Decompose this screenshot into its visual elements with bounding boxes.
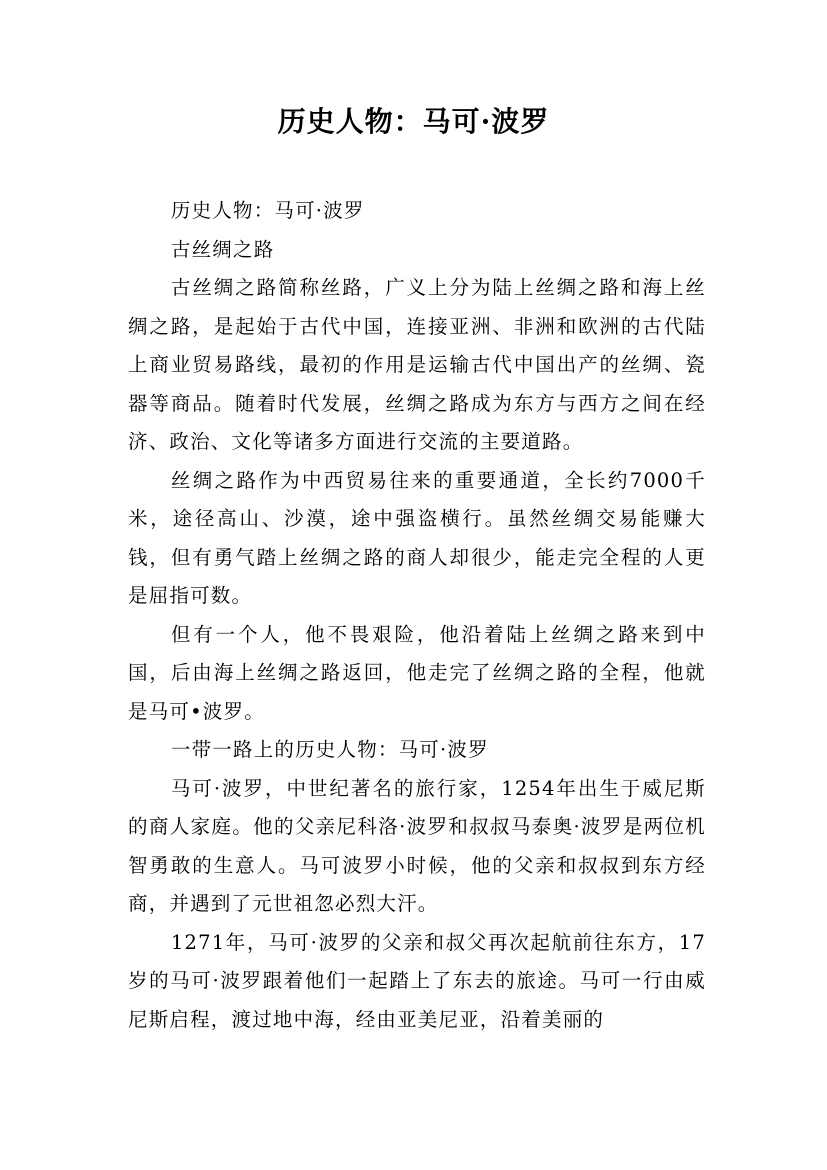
paragraph-subtitle: 历史人物：马可·波罗	[170, 199, 365, 222]
document-title: 历史人物：马可·波罗	[277, 105, 550, 138]
paragraph-one-person: 但有一个人，他不畏艰险，他沿着陆上丝绸之路来到中国，后由海上丝绸之路返回，他走完了丝绸之路的全程，他就是马可•波罗。	[128, 622, 706, 723]
document-body	[128, 192, 706, 1039]
paragraph-marco-polo-bio: 马可·波罗，中世纪著名的旅行家，1254年出生于威尼斯的商人家庭。他的父亲尼科洛·波罗和叔叔马泰奥·波罗是两位机智勇敢的生意人。马可波罗小时候，他的父亲和叔叔到东方经商，并遇到了元世祖忽必烈大汗。	[128, 776, 706, 915]
section-heading-silk-road: 古丝绸之路	[170, 237, 275, 261]
section-heading-belt-road: 一带一路上的历史人物：马可·波罗	[170, 738, 489, 761]
paragraph-1271-journey: 1271年，马可·波罗的父亲和叔父再次起航前往东方，17岁的马可·波罗跟着他们一起踏上了东去的旅途。马可一行由威尼斯启程，渡过地中海，经由亚美尼亚，沿着美丽的	[128, 930, 706, 1031]
paragraph-silk-road-length: 丝绸之路作为中西贸易往来的重要通道，全长约7000千米，途径高山、沙漠，途中强盗横行。虽然丝绸交易能赚大钱，但有勇气踏上丝绸之路的商人却很少，能走完全程的人更是屈指可数。	[128, 468, 706, 607]
paragraph-silk-road-intro: 古丝绸之路简称丝路，广义上分为陆上丝绸之路和海上丝绸之路，是起始于古代中国，连接亚洲、非洲和欧洲的古代陆上商业贸易路线，最初的作用是运输古代中国出产的丝绸、瓷器等商品。随着时代发展，丝绸之路成为东方与西方之间在经济、政治、文化等诸多方面进行交流的主要道路。	[128, 276, 706, 453]
